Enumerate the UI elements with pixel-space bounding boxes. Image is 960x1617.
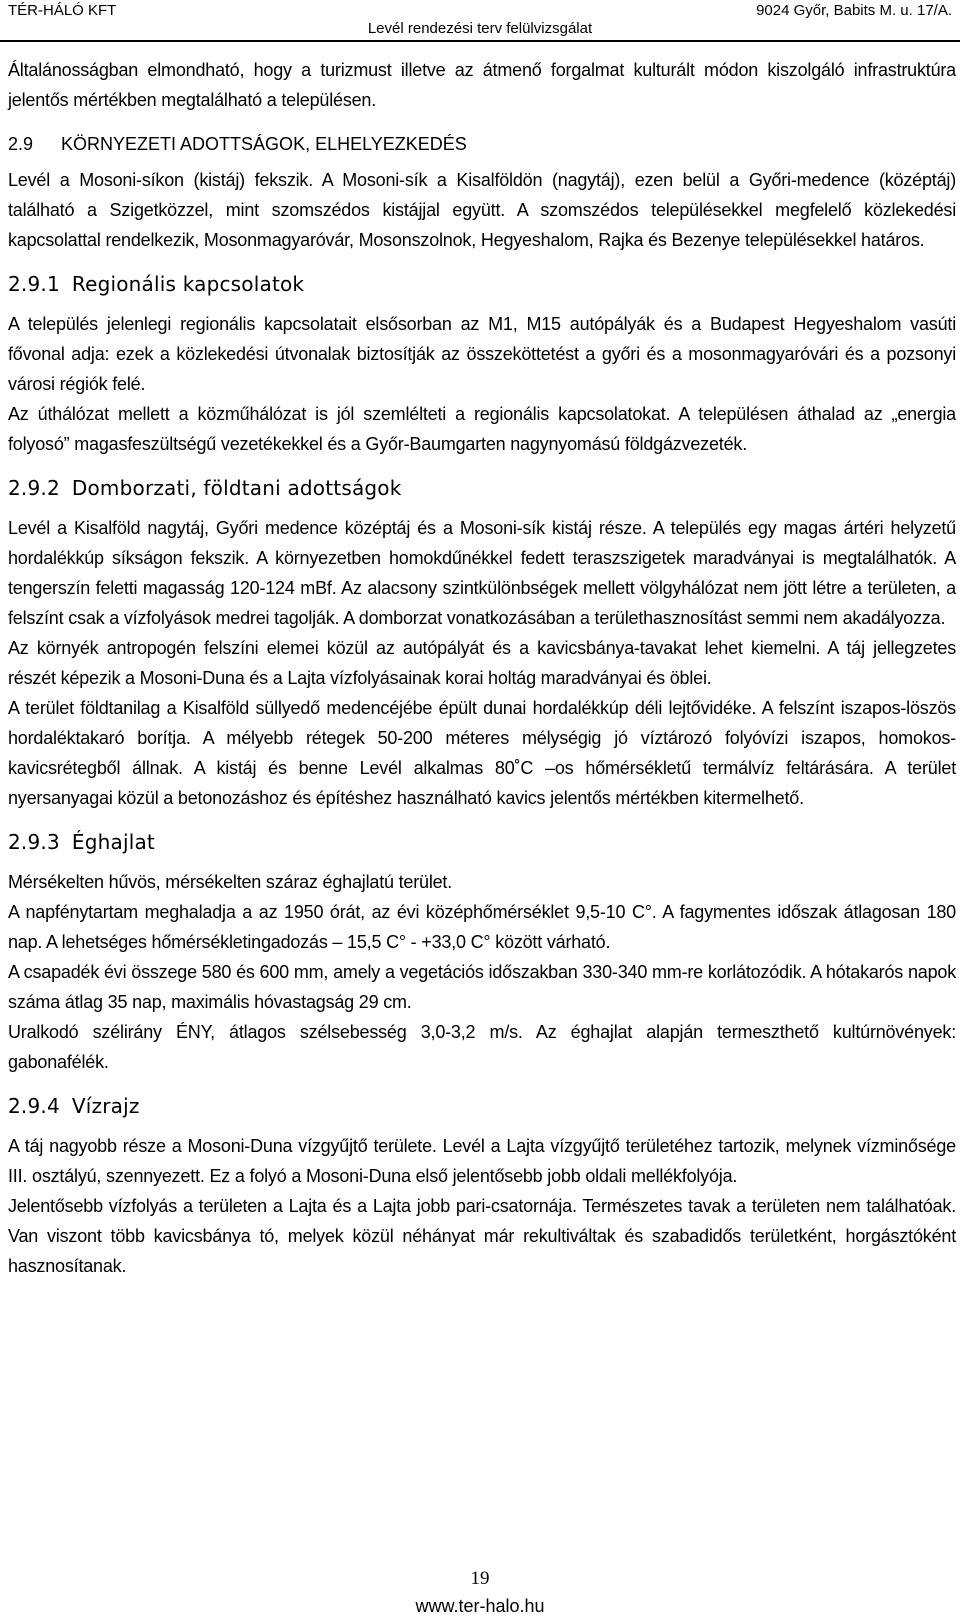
subsection-heading-climate xyxy=(8,827,956,857)
section-paragraph: Levél a Mosoni-síkon (kistáj) fekszik. A Mosoni-sík a Kisalföldön (nagytáj), ezen belül a Győri-medence (középtáj) található a Szigetközzel, mint szomszédos kistájjal együtt. A szomszédos településekkel megfelelő közlekedési kapcsolattal rendelkezik, Mosonmagyaróvár, Mosonszolnok, Hegyeshalom, Rajka és Bezenye településekkel határos. xyxy=(8,170,956,250)
paragraph: A táj nagyobb része a Mosoni-Duna vízgyűjtő területe. Levél a Lajta vízgyűjtő területéhez tartozik, melynek vízminősége III. osztályú, szennyezett. Ez a folyó a Mosoni-Duna első jelentősebb jobb oldali mellékfolyója. xyxy=(8,1136,956,1186)
paragraph: A terület földtanilag a Kisalföld süllyedő medencéjébe épült dunai hordalékkúp déli lejtővidéke. A felszínt iszapos-löszös hordaléktakaró borítja. A mélyebb rétegek 50-200 méteres mélységig jó víztározó folyóvízi iszapos, homokos-kavicsrétegből állnak. A kistáj és benne Levél alkalmas 80˚C –os hőmérsékletű termálvíz feltárására. A terület nyersanyagai közül a betonozáshoz és építéshez használható kavics jelentős mértékben kitermelhető. xyxy=(8,698,956,808)
header-company: TÉR-HÁLÓ KFT xyxy=(8,2,117,19)
section-heading xyxy=(8,129,956,159)
subsection-title: Vízrajz xyxy=(71,1094,140,1118)
page-number: 19 xyxy=(470,1568,490,1589)
paragraph: Levél a Kisalföld nagytáj, Győri medence középtáj és a Mosoni-sík kistáj része. A település egy magas ártéri helyzetű hordalékkúp síkságon fekszik. A környezetben homokdűnékkel fedett teraszszigetek maradványai is megtalálhatók. A tengerszín feletti magasság 120-124 mBf. Az alacsony szintkülönbségek mellett völgyhálózat nem jött létre a területen, a felszínt csak a vízfolyások medrei tagolják. A domborzat vonatkozásában a területhasznosítást semmi nem akadályozza. xyxy=(8,518,956,628)
subsection-number: 2.9.1 xyxy=(8,272,60,296)
paragraph: Uralkodó szélirány ÉNY, átlagos szélsebesség 3,0-3,2 m/s. Az éghajlat alapján termeszthető kultúrnövények: gabonafélék. xyxy=(8,1022,956,1072)
paragraph: A település jelenlegi regionális kapcsolatait elsősorban az M1, M15 autópályák és a Budapest Hegyeshalom vasúti fővonal adja: ezek a közlekedési útvonalak biztosítják az összeköttetést a győri és a mosonmagyaróvári és a pozsonyi városi régiók felé. xyxy=(8,314,956,394)
header-address: 9024 Győr, Babits M. u. 17/A. xyxy=(756,2,952,19)
header-divider xyxy=(0,40,960,42)
page-header xyxy=(0,0,960,44)
subsection-title: Éghajlat xyxy=(71,830,155,854)
intro-paragraph: Általánosságban elmondható, hogy a turizmust illetve az átmenő forgalmat kulturált módon kiszolgáló infrastruktúra jelentős mértékben megtalálható a településen. xyxy=(8,60,956,110)
paragraph: A napfénytartam meghaladja a az 1950 órát, az évi középhőmérséklet 9,5-10 C°. A fagymentes időszak átlagosan 180 nap. A lehetséges hőmérsékletingadozás – 15,5 C° - +33,0 C° között várható. xyxy=(8,902,956,952)
subsection-number: 2.9.3 xyxy=(8,830,60,854)
subsection-title: Regionális kapcsolatok xyxy=(71,272,305,296)
subsection-number: 2.9.4 xyxy=(8,1094,60,1118)
paragraph: A csapadék évi összege 580 és 600 mm, amely a vegetációs időszakban 330-340 mm-re korlátozódik. A hótakarós napok száma átlag 35 nap, maximális hóvastagság 29 cm. xyxy=(8,962,956,1012)
subsection-heading-hydrography xyxy=(8,1091,956,1121)
footer-website[interactable]: www.ter-halo.hu xyxy=(415,1596,545,1616)
paragraph: Az környék antropogén felszíni elemei közül az autópályát és a kavicsbánya-tavakat lehet kiemelni. A táj jellegzetes részét képezik a Mosoni-Duna és a Lajta vízfolyásainak korai holtág maradványai és öblei. xyxy=(8,638,956,688)
paragraph: Az úthálózat mellett a közműhálózat is jól szemlélteti a regionális kapcsolatokat. A településen áthalad az „energia folyosó” magasfeszültségű vezetékekkel és a Győr-Baumgarten nagynyomású földgázvezeték. xyxy=(8,404,956,454)
header-document-title: Levél rendezési terv felülvizsgálat xyxy=(367,20,593,37)
section-number: 2.9 xyxy=(8,134,34,154)
paragraph: Jelentősebb vízfolyás a területen a Lajta és a Lajta jobb pari-csatornája. Természetes tavak a területen nem találhatóak. Van viszont több kavicsbánya tó, melyek közül néhányat már rekultiváltak és szabadidős területként, horgásztóként hasznosítanak. xyxy=(8,1196,956,1276)
subsection-number: 2.9.2 xyxy=(8,476,60,500)
paragraph: Mérsékelten hűvös, mérsékelten száraz éghajlatú terület. xyxy=(8,872,453,892)
subsection-title: Domborzati, földtani adottságok xyxy=(71,476,402,500)
document-body xyxy=(8,55,956,1281)
section-title: KÖRNYEZETI ADOTTSÁGOK, ELHELYEZKEDÉS xyxy=(61,134,467,154)
subsection-heading-relief xyxy=(8,473,956,503)
subsection-heading-regional xyxy=(8,269,956,299)
